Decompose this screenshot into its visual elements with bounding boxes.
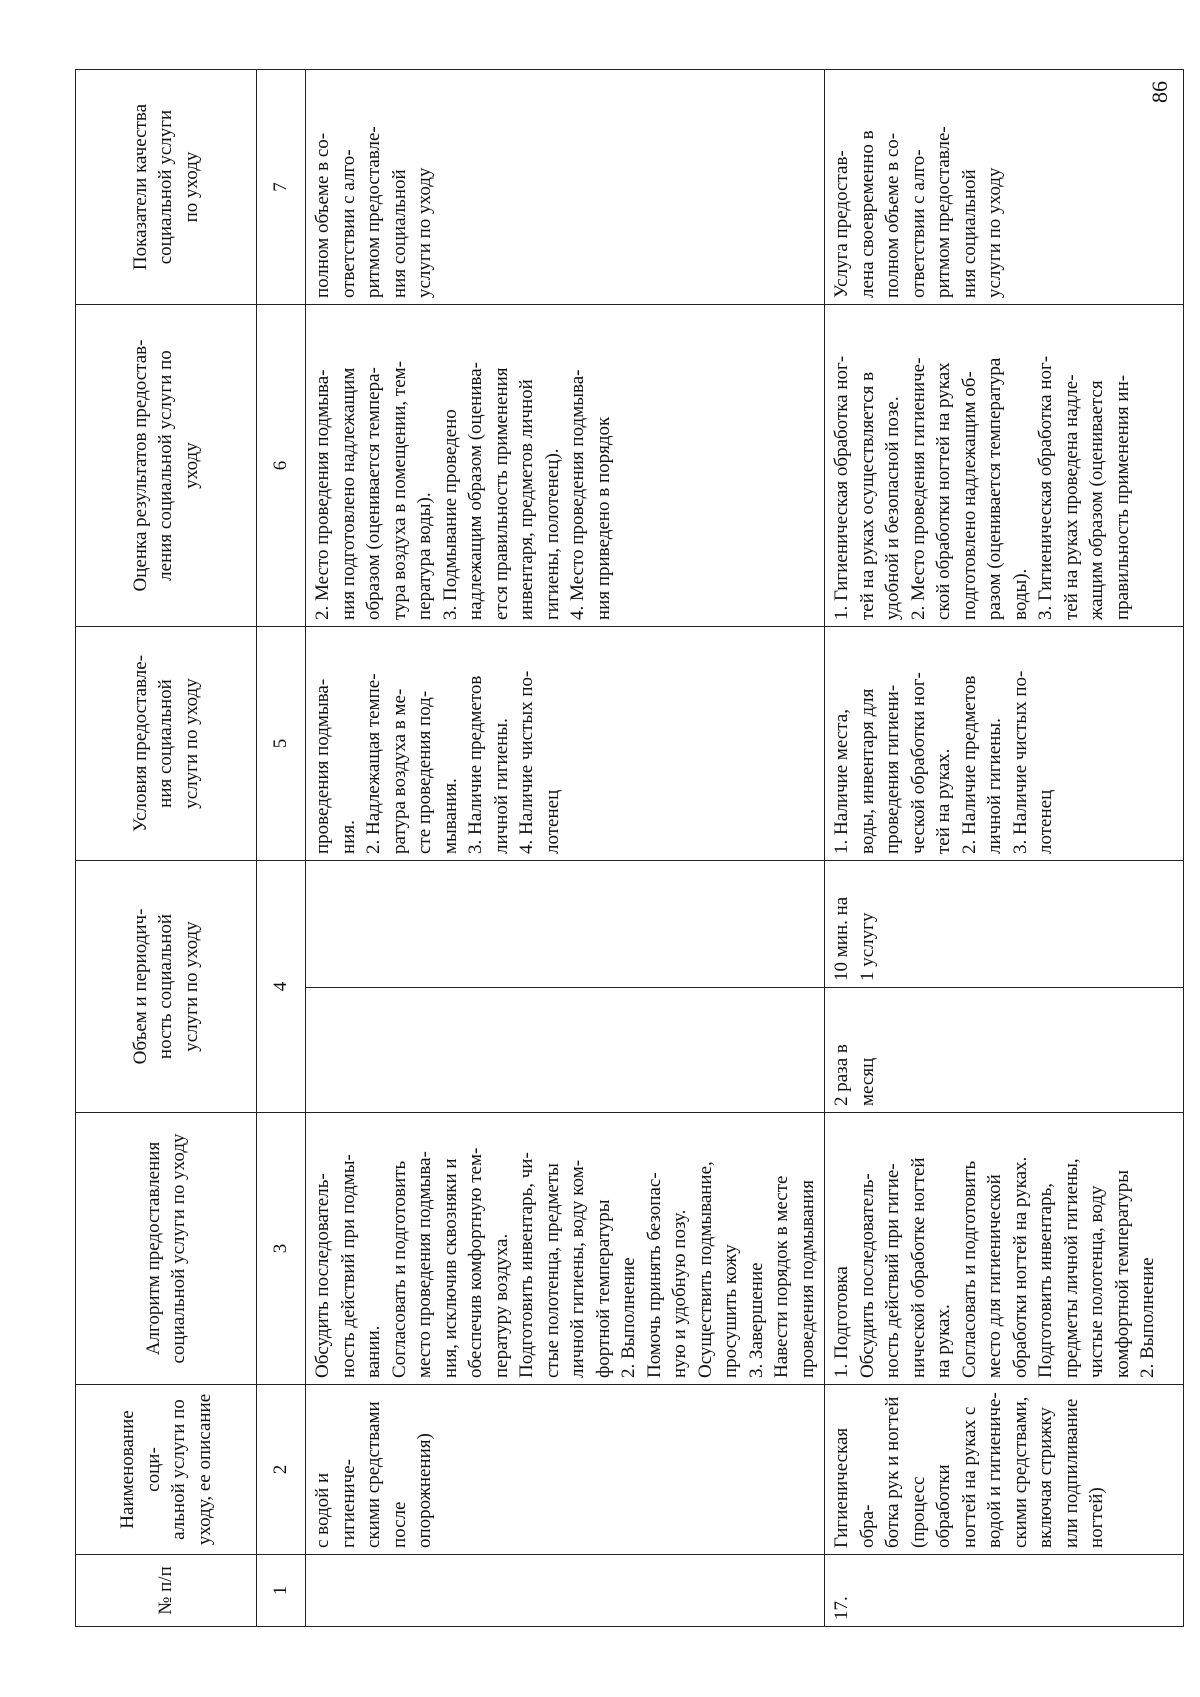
quality-cell: полном объеме в со- ответствии с алго- ритмом предоставле- ния социальной услуги по уходу <box>306 70 825 305</box>
column-number: 6 <box>257 305 306 627</box>
column-number: 7 <box>257 70 306 305</box>
header-evaluation: Оценка результатов предостав- ления социальной услуги по уходу <box>76 305 257 627</box>
conditions-cell: проведения подмыва- ния. 2. Надлежащая темпе- ратура воздуха в ме- сте проведения под- мывания. 3. Наличие предметов личной гигиены. 4. Наличие чистых по- лотенец <box>306 627 825 861</box>
evaluation-cell: 1. Гигиеническая обработка ног- тей на руках осуществляется в удобной и безопасной позе. 2. Место проведения гигиениче- ской обработки ногтей на руках подготовлено надлежащим об- разом (оценивается температура воды). 3. Гигиеническая обработка ног- тей на руках проведена надле- жащим образом (оценивается правильность применения ин- <box>825 305 1184 627</box>
conditions-cell: 1. Наличие места, воды, инвентаря для проведения гигиени- ческой обработки ног- тей на руках. 2. Наличие предметов личной гигиены. 3. Наличие чистых по- лотенец <box>825 627 1184 861</box>
header-algorithm: Алгоритм предоставления социальной услуги по уходу <box>76 1113 257 1385</box>
row-number <box>306 1555 825 1627</box>
services-table <box>75 69 1184 1627</box>
duration-cell: 10 мин. на 1 услугу <box>825 861 1184 988</box>
column-number: 2 <box>257 1385 306 1555</box>
header-quality: Показатели качества социальной услуги по уходу <box>76 70 257 305</box>
header-row <box>76 70 257 1627</box>
column-number: 1 <box>257 1555 306 1627</box>
service-name-cell: Гигиеническая обра- ботка рук и ногтей (процесс обработки ногтей на руках с водой и гигиениче- скими средствами, включая стрижку или подпиливание ногтей) <box>825 1385 1184 1555</box>
service-name-cell: с водой и гигиениче- скими средствами после опорожнения) <box>306 1385 825 1555</box>
header-service-name: Наименование соци- альной услуги по уходу, ее описание <box>76 1385 257 1555</box>
header-conditions: Условия предоставле- ния социальной услуги по уходу <box>76 627 257 861</box>
row-number: 17. <box>825 1555 1184 1627</box>
column-number-row <box>257 70 306 1627</box>
volume-cell <box>306 988 825 1113</box>
table-row <box>306 70 825 1627</box>
header-volume: Объем и периодич- ность социальной услуги по уходу <box>76 861 257 1113</box>
algorithm-cell: 1. Подготовка Обсудить последователь- ность действий при гигие- нической обработке ногтей на руках. Согласовать и подготовить место для гигиенической обработки ногтей на руках. Подготовить инвентарь, предметы личной гигиены, чистые полотенца, воду комфортной температуры 2. Выполнение <box>825 1113 1184 1385</box>
evaluation-cell: 2. Место проведения подмыва- ния подготовлено надлежащим образом (оценивается темпера- тура воздуха в помещении, тем- пература воды). 3. Подмывание проведено надлежащим образом (оценива- ется правильность применения инвентаря, предметов личной гигиены, полотенец). 4. Место проведения подмыва- ния приведено в порядок <box>306 305 825 627</box>
rotated-page-content <box>75 70 1158 1627</box>
volume-cell: 2 раза в месяц <box>825 988 1184 1113</box>
quality-cell: Услуга предостав- лена своевременно в полном объеме в со- ответствии с алго- ритмом предоставле- ния социальной услуги по уходу <box>825 70 1184 305</box>
table-row <box>825 70 1184 1627</box>
duration-cell <box>306 861 825 988</box>
header-number: № п/п <box>76 1555 257 1627</box>
column-number: 4 <box>257 861 306 1113</box>
algorithm-cell: Обсудить последователь- ность действий при подмы- вании. Согласовать и подготовить место проведения подмыва- ния, исключив сквозняки и обеспечив комфортную тем- пературу воздуха. Подготовить инвентарь, чи- стые полотенца, предметы личной гигиены, воду ком- фортной температуры 2. Выполнение Помочь принять безопас- ную и удобную позу. Осуществить подмывание, просушить кожу 3. Завершение Навести порядок в месте проведения подмывания <box>306 1113 825 1385</box>
page-number: 86 <box>1147 81 1172 103</box>
column-number: 5 <box>257 627 306 861</box>
column-number: 3 <box>257 1113 306 1385</box>
